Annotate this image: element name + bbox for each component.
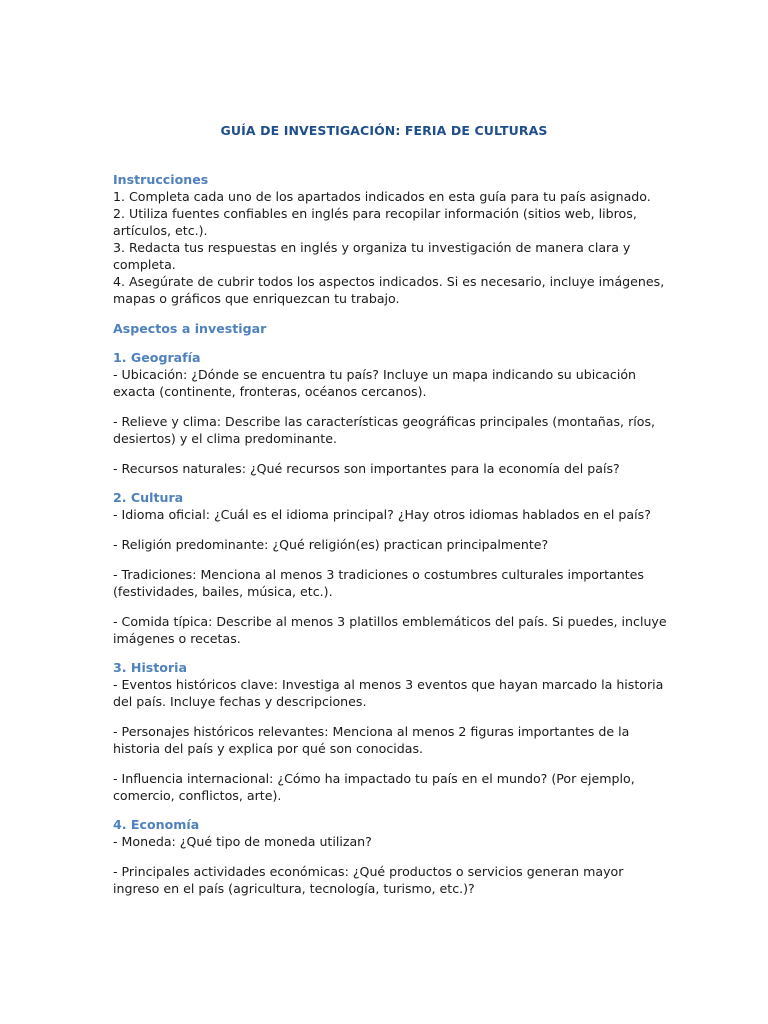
section-item: - Tradiciones: Menciona al menos 3 tradiciones o costumbres culturales importantes (festividades, bailes, música, etc.). bbox=[113, 567, 644, 599]
section-heading-cultura: 2. Cultura bbox=[113, 490, 184, 505]
section-item: - Religión predominante: ¿Qué religión(es) practican principalmente? bbox=[113, 537, 549, 552]
section-item: - Moneda: ¿Qué tipo de moneda utilizan? bbox=[113, 834, 372, 849]
document-title: GUÍA DE INVESTIGACIÓN: FERIA DE CULTURAS bbox=[220, 123, 548, 138]
instructions-heading: Instrucciones bbox=[113, 172, 209, 187]
instruction-item: 3. Redacta tus respuestas en inglés y organiza tu investigación de manera clara y completa. bbox=[113, 240, 631, 272]
section-item: - Personajes históricos relevantes: Menciona al menos 2 figuras importantes de la historia del país y explica por qué son conocidas. bbox=[113, 724, 630, 756]
instruction-item: 1. Completa cada uno de los apartados indicados en esta guía para tu país asignado. bbox=[113, 189, 651, 204]
document-body bbox=[113, 171, 673, 897]
section-item: - Idioma oficial: ¿Cuál es el idioma principal? ¿Hay otros idiomas hablados en el país? bbox=[113, 507, 651, 522]
section-item: - Influencia internacional: ¿Cómo ha impactado tu país en el mundo? (Por ejemplo, comercio, conflictos, arte). bbox=[113, 771, 635, 803]
section-heading-economia: 4. Economía bbox=[113, 817, 200, 832]
section-item: - Comida típica: Describe al menos 3 platillos emblemáticos del país. Si puedes, incluye imágenes o recetas. bbox=[113, 614, 667, 646]
instruction-item: 2. Utiliza fuentes confiables en inglés para recopilar información (sitios web, libros, artículos, etc.). bbox=[113, 206, 637, 238]
section-item: - Ubicación: ¿Dónde se encuentra tu país? Incluye un mapa indicando su ubicación exacta (continente, fronteras, océanos cercanos). bbox=[113, 367, 637, 399]
section-item: - Eventos históricos clave: Investiga al menos 3 eventos que hayan marcado la historia del país. Incluye fechas y descripciones. bbox=[113, 677, 664, 709]
section-item: - Principales actividades económicas: ¿Qué productos o servicios generan mayor ingreso en el país (agricultura, tecnología, turismo, etc.)? bbox=[113, 864, 624, 896]
section-heading-geografia: 1. Geografía bbox=[113, 350, 201, 365]
aspects-heading: Aspectos a investigar bbox=[113, 321, 267, 336]
instruction-item: 4. Asegúrate de cubrir todos los aspectos indicados. Si es necesario, incluye imágenes, mapas o gráficos que enriquezcan tu trabajo. bbox=[113, 274, 665, 306]
section-heading-historia: 3. Historia bbox=[113, 660, 187, 675]
section-item: - Recursos naturales: ¿Qué recursos son importantes para la economía del país? bbox=[113, 461, 620, 476]
section-item: - Relieve y clima: Describe las características geográficas principales (montañas, ríos, desiertos) y el clima predominante. bbox=[113, 414, 656, 446]
